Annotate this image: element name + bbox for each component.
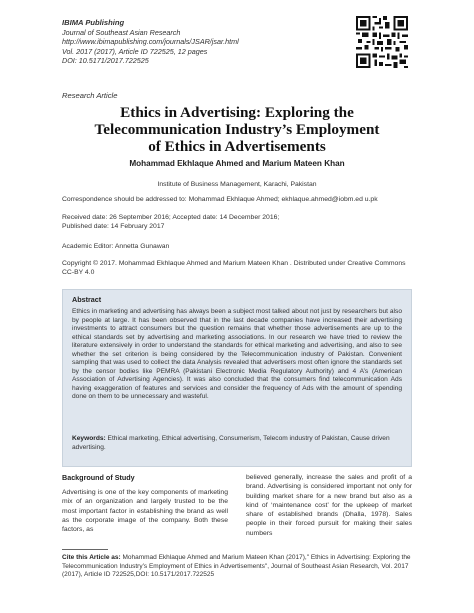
academic-editor: Academic Editor: Annetta Gunawan: [62, 243, 170, 250]
journal-url[interactable]: http://www.ibimapublishing.com/journals/JSAR/jsar.html: [62, 37, 239, 47]
footnote-divider: [62, 549, 108, 550]
affiliation: Institute of Business Management, Karachi, Pakistan: [157, 181, 317, 188]
abstract-text: Ethics in marketing and advertising has always been a subject most talked about not just by researchers but also by people at large. It has been observed that in the last decade companies have increased their advertising investments to attract consumers but the question remains that whether those advertisements are up to the ethical standards set by advertising and marketing associations. In our research we have tried to review the literature extensively in order to understand the standards for ethical marketing and advertising, and also to see whether the set criterion is being considered by the Telecommunication industry of Pakistan. Convenient sampling that was used to collect the data Analysis revealed that advertisers most often ignore the standards set by the censor bodies like PEMRA (Pakistani Electronic Media Regulatory Authority) and 4 A’s (American Association of Advertising Agencies). It was also concluded that the consumers find telecommunication Ads having exaggeration of features and services and consider the frequency of Ads with the amount of spending done on them to be unnecessary and wasteful.: [72, 308, 402, 401]
citation-label: Cite this Article as:: [62, 554, 121, 561]
article-dates: [62, 214, 412, 231]
body-paragraph: believed generally, increase the sales and profit of a brand. Advertising is considered important not only for building market share for a new brand but also as a kind of ‘maintenance cost’ for the upkeep of market share of established brands (Dhalla, 1978). Sales people in their forced pursuit for making their sales numbers: [246, 474, 412, 537]
title-line: of Ethics in Advertisements: [148, 138, 326, 155]
abstract-box: [62, 289, 412, 467]
journal-header: [62, 18, 239, 66]
publisher-name: IBIMA Publishing: [62, 18, 125, 27]
body-column-right: [246, 473, 412, 538]
section-heading: Background of Study: [62, 473, 135, 482]
copyright-notice: Copyright © 2017. Mohammad Ekhlaque Ahmed and Marium Mateen Khan . Distributed under Creative Commons CC-BY 4.0: [62, 260, 406, 276]
doi: DOI: 10.5171/2017.722525: [62, 56, 149, 66]
keywords-label: Keywords:: [72, 435, 106, 442]
citation-footnote: [62, 554, 412, 580]
journal-name: Journal of Southeast Asian Research: [62, 27, 181, 37]
abstract-heading: Abstract: [72, 295, 102, 304]
keywords-list: Ethical marketing, Ethical advertising, Consumerism, Telecom industry of Pakistan, Cause driven advertising.: [72, 435, 390, 451]
citation-text: Mohammad Ekhlaque Ahmed and Marium Mateen Khan (2017)," Ethics in Advertising: Exploring the Telecommunication Industry’s Employment of Ethics in Advertisements", Journal of Southeast Asian Research, Vol. 2017 (2017), Article ID 722525,DOI: 10.5171/2017.722525: [62, 554, 411, 579]
published-date: Published date: 14 February 2017: [62, 222, 165, 230]
author-list: Mohammad Ekhlaque Ahmed and Marium Mateen Khan: [129, 159, 345, 168]
article-title: [62, 104, 412, 155]
correspondence: Correspondence should be addressed to: Mohammad Ekhlaque Ahmed; ekhlaque.ahmed@iobm.ed u.pk: [62, 196, 378, 203]
received-accepted-dates: Received date: 26 September 2016; Accepted date: 14 December 2016;: [62, 214, 280, 221]
article-type: Research Article: [62, 91, 118, 100]
keywords: [72, 435, 402, 452]
volume-info: Vol. 2017 (2017), Article ID 722525, 12 pages: [62, 46, 208, 56]
qr-code-icon: [356, 16, 408, 68]
title-line: Ethics in Advertising: Exploring the: [120, 104, 354, 121]
body-paragraph: Advertising is one of the key components of marketing mix of an organization and largely trusted to be the most important factor in establishing the brand as well as the corporate image of the company. Both these factors, as: [62, 489, 228, 534]
body-column-left: [62, 473, 228, 534]
title-line: Telecommunication Industry’s Employment: [94, 121, 380, 138]
